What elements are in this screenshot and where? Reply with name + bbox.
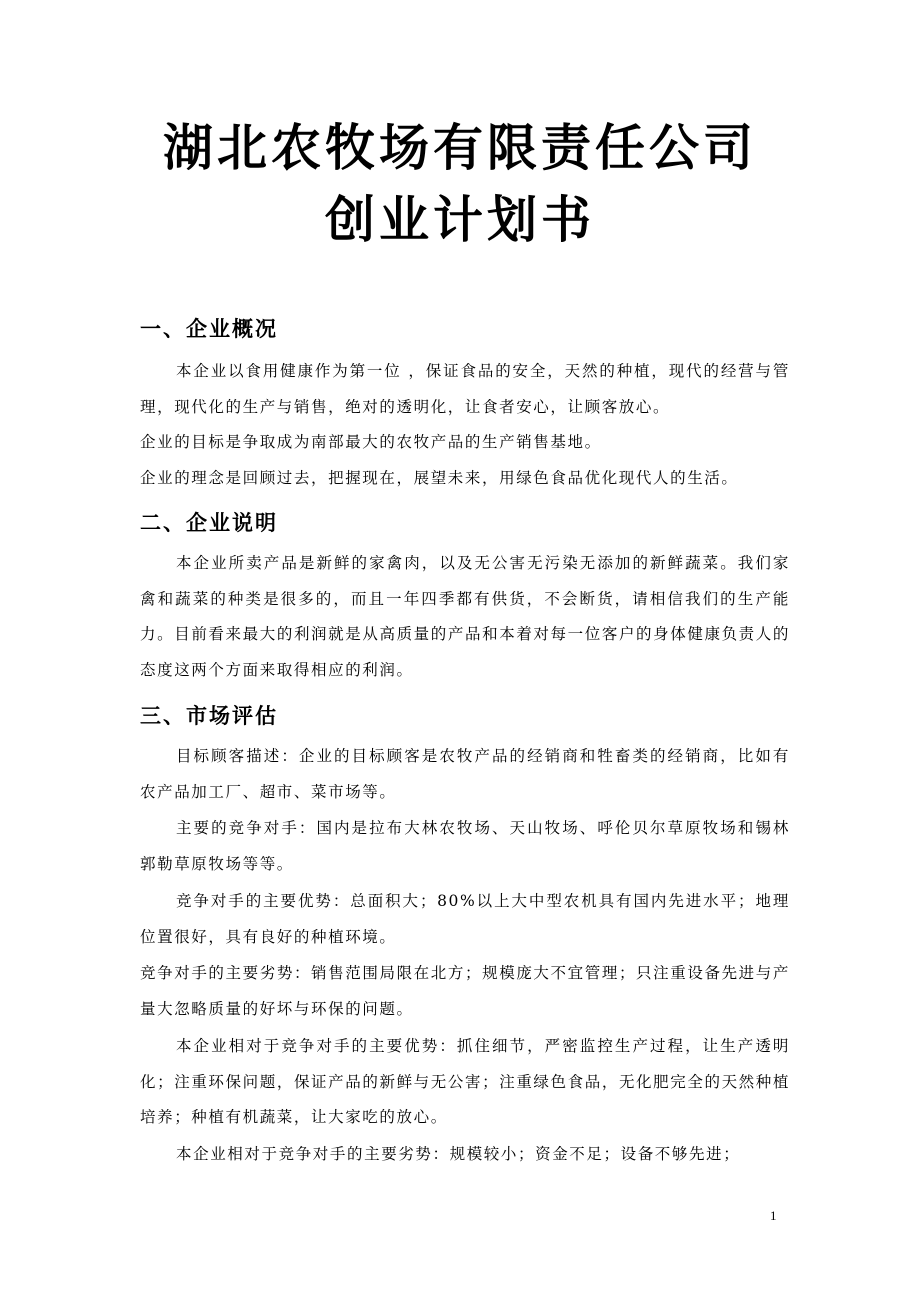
paragraph: 竞争对手的主要优势：总面积大；80%以上大中型农机具有国内先进水平；地理位置很好，具有良好的种植环境。 (140, 892, 790, 946)
paragraph: 企业的理念是回顾过去，把握现在，展望未来，用绿色食品优化现代人的生活。 (140, 469, 739, 487)
section-heading-overview: 一、企业概况 (140, 317, 278, 341)
section-heading-description: 二、企业说明 (140, 511, 278, 535)
paragraph: 本企业以食用健康作为第一位 ，保证食品的安全，天然的种植，现代的经营与管理，现代化的生产与销售，绝对的透明化，让食者安心，让顾客放心。 (140, 362, 790, 416)
paragraph: 本企业所卖产品是新鲜的家禽肉，以及无公害无污染无添加的新鲜蔬菜。我们家禽和蔬菜的种类是很多的，而且一年四季都有供货，不会断货，请相信我们的生产能力。目前看来最大的利润就是从高质量的产品和本着对每一位客户的身体健康负责人的态度这两个方面来取得相应的利润。 (140, 554, 790, 679)
paragraph: 本企业相对于竞争对手的主要优势：抓住细节，严密监控生产过程，让生产透明化；注重环保问题，保证产品的新鲜与无公害；注重绿色食品，无化肥完全的天然种植培养；种植有机蔬菜，让大家吃的放心。 (140, 1037, 790, 1126)
section-heading-market: 三、市场评估 (140, 704, 278, 728)
document-title-line-2: 创业计划书 (325, 191, 595, 249)
paragraph: 本企业相对于竞争对手的主要劣势：规模较小；资金不足；设备不够先进； (176, 1145, 741, 1163)
paragraph: 主要的竞争对手：国内是拉布大林农牧场、天山牧场、呼伦贝尔草原牧场和锡林郭勒草原牧场等等。 (140, 819, 790, 873)
document-title-line-1: 湖北农牧场有限责任公司 (163, 119, 757, 177)
paragraph: 目标顾客描述：企业的目标顾客是农牧产品的经销商和牲畜类的经销商，比如有农产品加工厂、超市、菜市场等。 (140, 747, 790, 801)
paragraph: 竞争对手的主要劣势：销售范围局限在北方；规模庞大不宜管理；只注重设备先进与产量大忽略质量的好坏与环保的问题。 (140, 964, 790, 1018)
page-number: 1 (770, 1208, 777, 1223)
paragraph: 企业的目标是争取成为南部最大的农牧产品的生产销售基地。 (140, 433, 602, 451)
